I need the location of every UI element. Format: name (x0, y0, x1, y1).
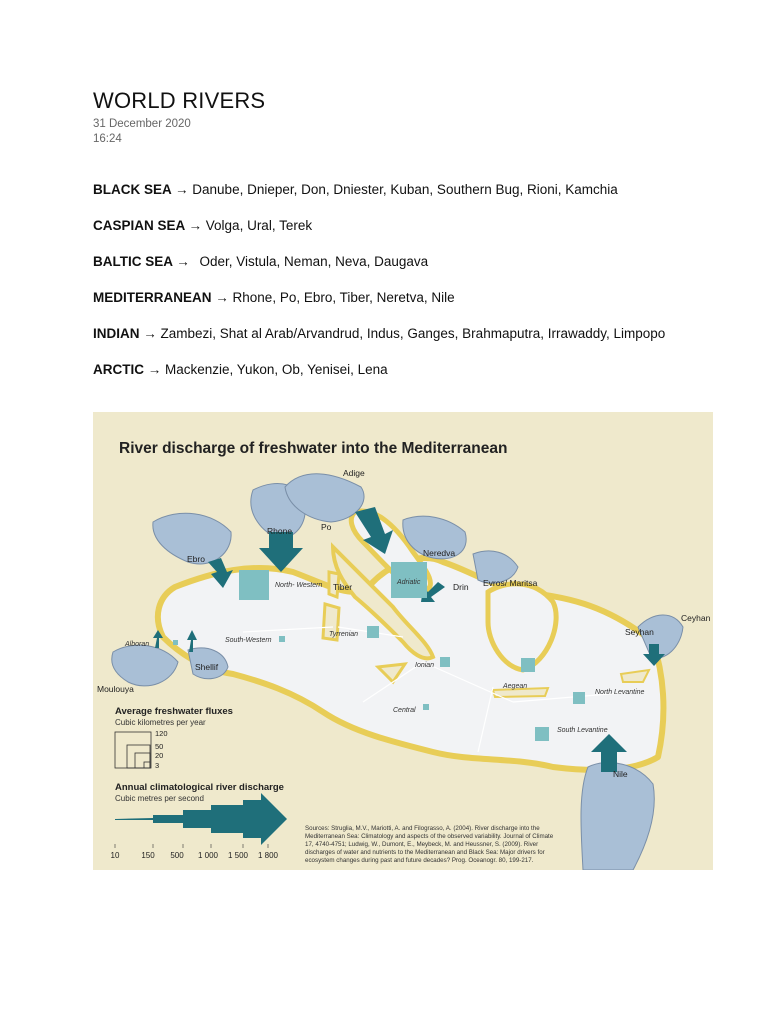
flux-box-tyrrenian (367, 626, 379, 638)
legend-box-50 (127, 745, 150, 768)
river-line-caspian-sea (93, 216, 693, 235)
flux-box-south-western (279, 636, 285, 642)
mediterranean-discharge-map (93, 412, 713, 870)
sources-line-4: discharges of water and nutrients to the Mediterranean and Black Sea: Major drivers for (305, 849, 545, 856)
sea-label: MEDITERRANEAN (93, 290, 212, 305)
legend-discharge-150: 150 (141, 851, 155, 860)
legend (111, 706, 287, 860)
label-ebro: Ebro (187, 554, 205, 564)
basin-label-south-western: South-Western (225, 637, 272, 644)
legend-discharge-10: 10 (110, 851, 120, 860)
moulouya-basin (112, 645, 178, 686)
flux-box-north-western (239, 570, 269, 600)
arrow-icon: → (171, 182, 193, 197)
legend-box-20 (135, 753, 150, 768)
river-names: Danube, Dnieper, Don, Dniester, Kuban, Southern Bug, Rioni, Kamchia (192, 182, 618, 197)
basin-label-north-western: North- Western (275, 582, 323, 589)
document-date: 31 December 2020 (93, 118, 191, 130)
legend-discharge-1000: 1 000 (197, 851, 219, 860)
label-rhone: Rhone (267, 526, 293, 536)
label-adige: Adige (343, 468, 365, 478)
label-shellif: Shellif (195, 662, 219, 672)
river-names: Rhone, Po, Ebro, Tiber, Neretva, Nile (232, 290, 455, 305)
river-line-baltic-sea (93, 252, 693, 271)
flux-box-alboran (173, 640, 178, 645)
flux-box-ionian (440, 657, 450, 667)
basin-label-aegean: Aegean (503, 683, 528, 690)
sea-label: BLACK SEA (93, 182, 172, 197)
legend-flux-50: 50 (155, 742, 164, 751)
legend-fluxes-unit: Cubic kilometres per year (115, 718, 206, 727)
basin-label-north-levantine: North Levantine (595, 689, 645, 696)
flux-box-central (423, 704, 429, 710)
legend-discharge-unit: Cubic metres per second (115, 794, 204, 803)
label-po: Po (321, 522, 332, 532)
document-title: WORLD RIVERS (93, 88, 266, 113)
label-nile: Nile (613, 769, 628, 779)
legend-flux-20: 20 (155, 751, 164, 760)
label-tiber: Tiber (333, 582, 353, 592)
sources-line-2: Mediterranean Sea: Climatology and aspects of the observed variability. Journal of Climate (305, 833, 554, 840)
basin-label-south-levantine: South Levantine (557, 727, 608, 734)
arrow-icon: → (144, 362, 166, 377)
flux-box-south-levantine (535, 727, 549, 741)
label-evros (483, 578, 538, 588)
arrow-icon: → (184, 218, 206, 233)
sources-line-5: ecosystem changes during past and future decades? Prog. Oceanogr. 80, 199-217. (305, 857, 534, 864)
legend-discharge-title: Annual climatological river discharge (115, 782, 284, 793)
arrow-icon: → (172, 254, 194, 269)
river-names: Volga, Ural, Terek (205, 218, 313, 233)
sea-label: CASPIAN SEA (93, 218, 185, 233)
legend-box-120 (115, 732, 151, 768)
basin-label-tyrrenian: Tyrrenian (329, 631, 359, 638)
label-seyhan: Seyhan (625, 627, 654, 637)
legend-flux-120: 120 (155, 729, 168, 738)
label-moulouya: Moulouya (97, 684, 134, 694)
legend-box-3 (144, 762, 150, 768)
legend-fluxes-title: Average freshwater fluxes (115, 706, 233, 717)
document-time: 16:24 (93, 133, 122, 145)
sea-label: ARCTIC (93, 362, 144, 377)
legend-flux-3: 3 (155, 761, 160, 770)
sources-line-1: Sources: Struglia, M.V., Mariotti, A. and Filograsso, A. (2004). River discharge into the (305, 825, 540, 832)
river-line-mediterranean (93, 288, 693, 307)
label-ceyhan: Ceyhan (681, 613, 711, 623)
river-names: Mackenzie, Yukon, Ob, Yenisei, Lena (165, 362, 388, 377)
legend-discharge-1800: 1 800 (257, 851, 279, 860)
basin-label-alboran: Alboran (125, 641, 150, 648)
basin-label-central: Central (393, 707, 416, 714)
arrow-icon: → (211, 290, 233, 305)
sea-label: INDIAN (93, 326, 140, 341)
river-line-arctic (93, 360, 693, 379)
river-names: Zambezi, Shat al Arab/Arvandrud, Indus, Ganges, Brahmaputra, Irrawaddy, Limpopo (160, 326, 666, 341)
legend-discharge-500: 500 (170, 851, 184, 860)
sea-label: BALTIC SEA (93, 254, 173, 269)
river-list (93, 180, 693, 379)
flux-box-north-levantine (573, 692, 585, 704)
label-evros-text: Evros/ Maritsa (483, 578, 538, 588)
legend-discharge-1500: 1 500 (227, 851, 249, 860)
map-title: River discharge of freshwater into the Mediterranean (119, 440, 508, 457)
sources-line-3: 17, 4740-4751; Ludwig, W., Dumont, E., Meybeck, M. and Heussner, S. (2009). River (305, 841, 539, 848)
basin-label-ionian: Ionian (415, 662, 435, 669)
flux-box-aegean (521, 658, 535, 672)
label-drin: Drin (453, 582, 469, 592)
arrow-icon: → (139, 326, 161, 341)
river-line-black-sea (93, 180, 693, 199)
river-line-indian (93, 324, 693, 343)
label-neredva: Neredva (423, 548, 456, 558)
river-names: Oder, Vistula, Neman, Neva, Daugava (199, 254, 429, 269)
basin-label-adriatic: Adriatic (397, 579, 421, 586)
